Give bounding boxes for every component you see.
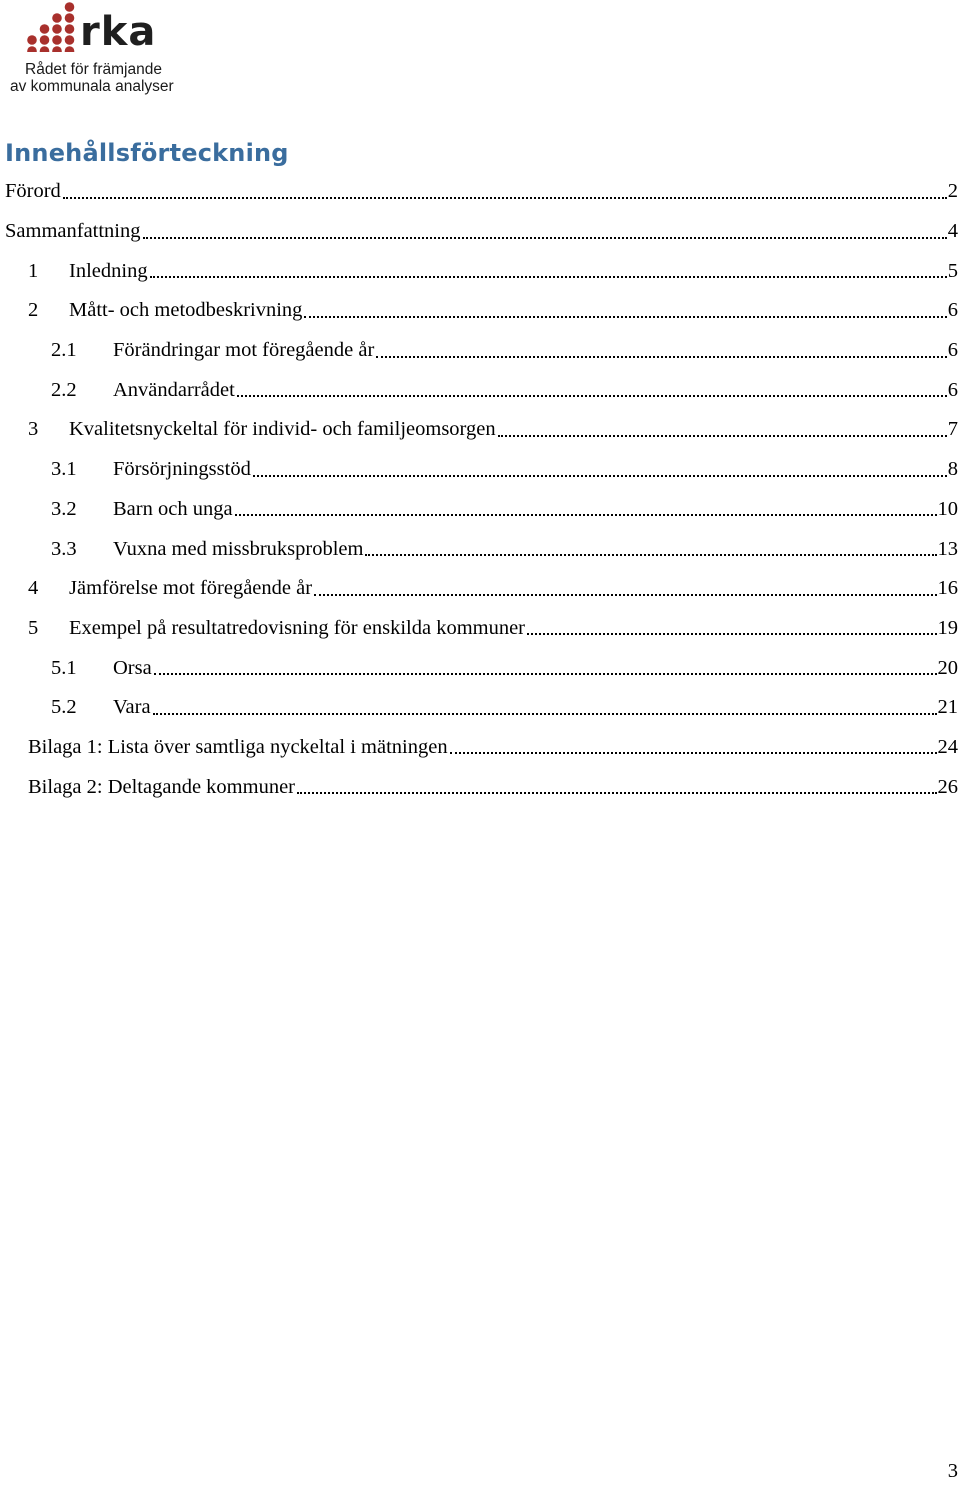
dot-leader — [154, 658, 937, 678]
toc-entry[interactable] — [0, 688, 960, 728]
toc-entry-page: 10 — [937, 497, 958, 520]
toc-entry-number: 3 — [28, 418, 39, 441]
toc-entry-page: 6 — [947, 299, 958, 322]
rka-logo — [8, 0, 198, 100]
logo-dot — [40, 46, 50, 52]
toc-entry-page: 13 — [937, 537, 958, 560]
toc-entry-page: 7 — [947, 418, 958, 441]
toc-entry-label: Förord — [5, 180, 61, 203]
table-of-contents — [0, 172, 960, 807]
logo-dot — [52, 13, 62, 23]
toc-entry[interactable] — [0, 529, 960, 569]
logo-dot — [65, 2, 75, 12]
dot-leader — [304, 301, 946, 321]
toc-entry-number: 2.1 — [51, 339, 77, 362]
dot-leader — [314, 579, 936, 599]
page-number: 3 — [947, 1460, 958, 1482]
logo-dot — [40, 24, 50, 34]
toc-entry-label: Vuxna med missbruksproblem — [113, 537, 364, 560]
toc-entry-number: 3.3 — [51, 537, 77, 560]
toc-entry-page: 16 — [937, 577, 958, 600]
toc-entry-page: 24 — [937, 735, 958, 758]
toc-entry-page: 8 — [947, 458, 958, 481]
toc-entry[interactable] — [0, 648, 960, 688]
toc-entry-number: 5.2 — [51, 696, 77, 719]
toc-entry-label: Försörjningsstöd — [113, 458, 251, 481]
dot-leader — [150, 261, 947, 281]
toc-entry-label: Användarrådet — [113, 378, 235, 401]
toc-entry[interactable] — [0, 291, 960, 331]
toc-entry-number: 3.2 — [51, 497, 77, 520]
dot-leader — [237, 380, 947, 400]
toc-entry-label: Sammanfattning — [5, 220, 141, 243]
dot-grid-logo-icon — [26, 2, 81, 52]
toc-entry-page: 5 — [947, 259, 958, 282]
toc-entry[interactable] — [0, 569, 960, 609]
dot-leader — [297, 777, 937, 797]
toc-entry-number: 5 — [28, 616, 39, 639]
toc-entry-label: Inledning — [69, 259, 148, 282]
dot-leader — [376, 341, 946, 361]
toc-entry-label: Barn och unga — [113, 497, 233, 520]
toc-entry-number: 2.2 — [51, 378, 77, 401]
toc-entry-page: 6 — [947, 378, 958, 401]
toc-entry-number: 2 — [28, 299, 39, 322]
logo-dot — [40, 35, 50, 45]
logo-dot — [52, 35, 62, 45]
toc-entry[interactable] — [0, 212, 960, 252]
toc-entry-label: Exempel på resultatredovisning för enskilda kommuner — [69, 616, 526, 639]
toc-title: Innehållsförteckning — [5, 139, 289, 167]
toc-entry[interactable] — [0, 609, 960, 649]
toc-entry[interactable] — [0, 410, 960, 450]
toc-entry-page: 19 — [937, 616, 958, 639]
toc-entry[interactable] — [0, 450, 960, 490]
dot-leader — [153, 698, 937, 718]
toc-entry-number: 5.1 — [51, 656, 77, 679]
logo-dot — [27, 35, 37, 45]
logo-dot — [52, 46, 62, 52]
logo-dot — [65, 13, 75, 23]
dot-leader — [143, 222, 947, 242]
toc-entry[interactable] — [0, 728, 960, 768]
toc-entry[interactable] — [0, 490, 960, 530]
toc-entry-label: Orsa — [113, 656, 152, 679]
logo-dot — [65, 35, 75, 45]
dot-leader — [450, 737, 937, 757]
toc-entry-page: 26 — [937, 775, 958, 798]
logo-dot — [27, 46, 37, 52]
toc-entry-label: Bilaga 2: Deltagande kommuner — [28, 775, 295, 798]
dot-leader — [365, 539, 936, 559]
toc-entry[interactable] — [0, 331, 960, 371]
dot-leader — [498, 420, 947, 440]
dot-leader — [527, 618, 936, 638]
toc-entry-page: 2 — [947, 180, 958, 203]
toc-entry-label: Jämförelse mot föregående år — [69, 577, 313, 600]
logo-wordmark: rka — [80, 9, 157, 55]
toc-entry[interactable] — [0, 767, 960, 807]
toc-entry[interactable] — [0, 251, 960, 291]
dot-leader — [235, 499, 937, 519]
toc-entry-number: 4 — [28, 577, 39, 600]
logo-dot — [52, 24, 62, 34]
toc-entry-label: Bilaga 1: Lista över samtliga nyckeltal i mätningen — [28, 735, 448, 758]
toc-entry-number: 1 — [28, 259, 39, 282]
toc-entry[interactable] — [0, 172, 960, 212]
logo-dot — [65, 46, 75, 52]
toc-entry-label: Mått- och metodbeskrivning — [69, 299, 303, 322]
toc-entry-page: 21 — [937, 696, 958, 719]
logo-tagline-line-2: av kommunala analyser — [10, 78, 174, 95]
logo-tagline-line-1: Rådet för främjande — [25, 61, 162, 78]
toc-entry-page: 20 — [937, 656, 958, 679]
dot-leader — [63, 182, 947, 202]
toc-entry-number: 3.1 — [51, 458, 77, 481]
toc-entry[interactable] — [0, 370, 960, 410]
toc-entry-label: Kvalitetsnyckeltal för individ- och familjeomsorgen — [69, 418, 496, 441]
dot-leader — [253, 460, 947, 480]
logo-dot — [65, 24, 75, 34]
toc-entry-label: Förändringar mot föregående år — [113, 339, 375, 362]
toc-entry-page: 4 — [947, 220, 958, 243]
toc-entry-page: 6 — [947, 339, 958, 362]
toc-entry-label: Vara — [113, 696, 151, 719]
